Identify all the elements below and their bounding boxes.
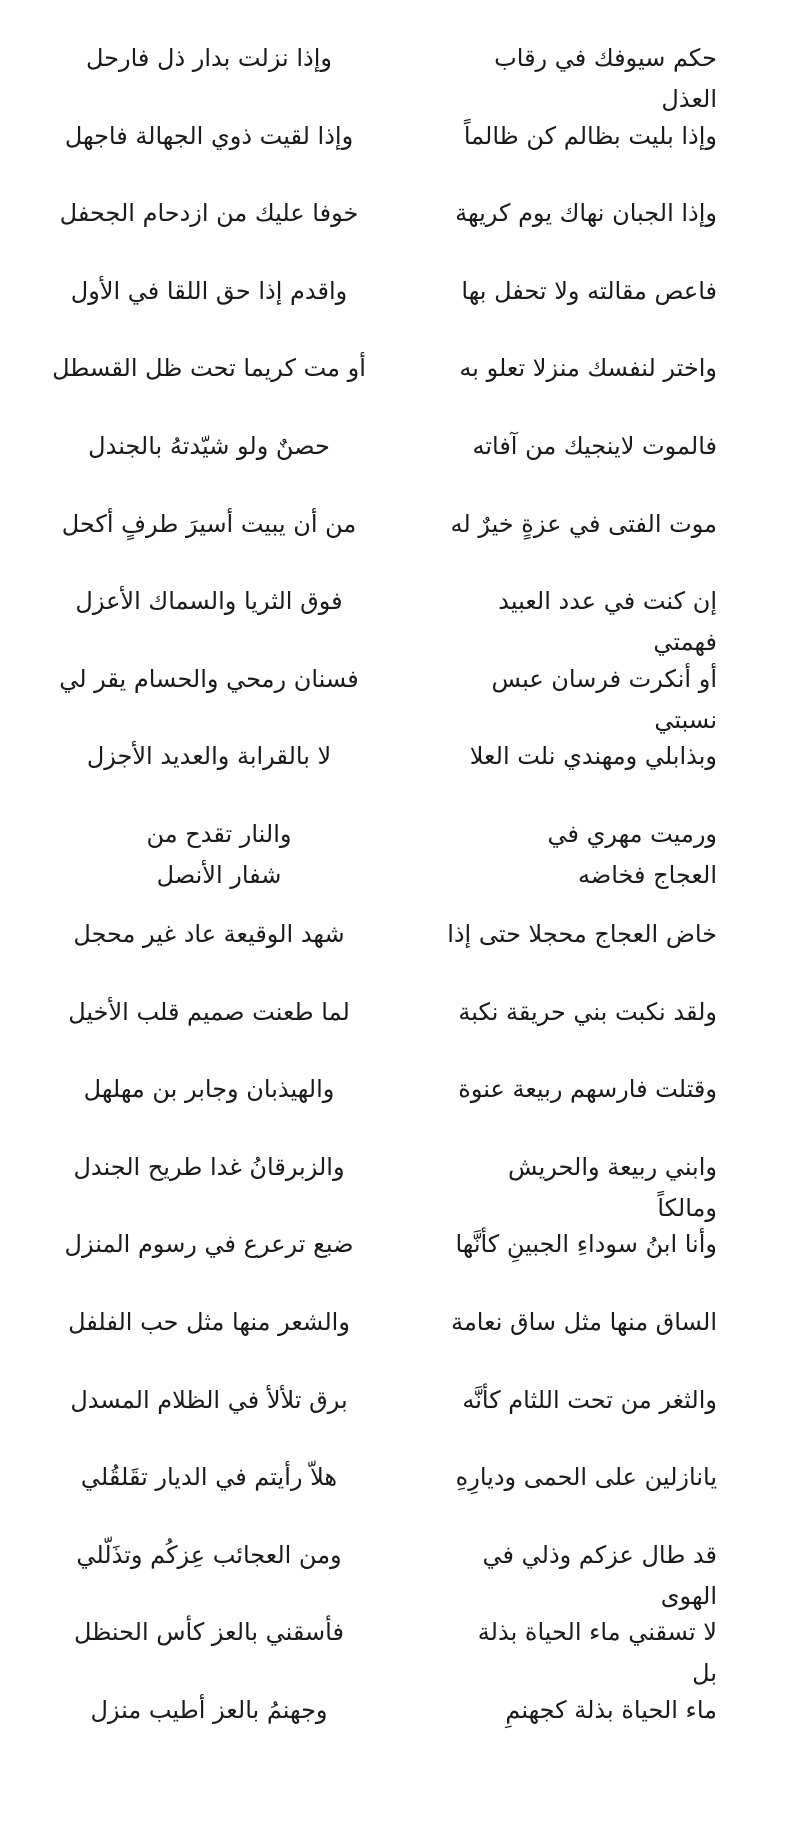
- verse-second-hemistich: وإذا نزلت بدار ذل فارحل: [86, 44, 332, 72]
- verse: [0, 581, 803, 659]
- verse: [0, 116, 803, 194]
- verse-second-hemistich: ومن العجائب عِزكُم وتذَلّلي: [76, 1540, 342, 1569]
- verse: [0, 814, 803, 914]
- verse: [0, 1457, 803, 1535]
- verse-second-hemistich: هلاّ رأيتم في الديار تقَلقُلي: [80, 1463, 338, 1492]
- verse-second-hemistich: وجهنمُ بالعز أطيب منزل: [90, 1695, 328, 1724]
- verse: [0, 38, 803, 116]
- verse-first-hemistich: واختر لنفسك منزلا تعلو به: [459, 354, 717, 383]
- verse-second-hemistich: أو مت كريما تحت ظل القسطل: [52, 354, 366, 383]
- verse-first-hemistich: قد طال عزكم وذلي في الهوى: [482, 1540, 717, 1610]
- verse: [0, 1380, 803, 1458]
- verse: [0, 1147, 803, 1225]
- verse-first-hemistich: إن كنت في عدد العبيد فهمتي: [498, 587, 717, 657]
- verse-second-hemistich: فوق الثريا والسماك الأعزل: [75, 587, 343, 616]
- verse-first-hemistich: فالموت لاينجيك من آفاته: [472, 431, 717, 460]
- verse-second-hemistich: والزبرقانُ غدا طريح الجندل: [73, 1152, 345, 1181]
- verse: [0, 1690, 803, 1768]
- verse-second-hemistich: واقدم إذا حق اللقا في الأول: [70, 276, 348, 305]
- verse: [0, 1535, 803, 1613]
- verse-first-hemistich: وابني ربيعة والحريش ومالكاً: [508, 1152, 717, 1222]
- verse-first-hemistich: وبذابلي ومهندي نلت العلا: [469, 742, 717, 771]
- verse: [0, 992, 803, 1070]
- verse-first-hemistich: أو أنكرت فرسان عبس نسبتي: [491, 664, 717, 734]
- verse-first-hemistich: لا تسقني ماء الحياة بذلة بل: [477, 1618, 717, 1688]
- verse-first-hemistich: وإذا بليت بظالم كن ظالماً: [463, 121, 717, 150]
- verse: [0, 1612, 803, 1690]
- verse-first-hemistich: وقتلت فارسهم ربيعة عنوة: [458, 1075, 717, 1104]
- verse-first-hemistich: حكم سيوفك في رقاب العذل: [494, 44, 717, 113]
- verse-first-hemistich: ماء الحياة بذلة كجهنمِ: [505, 1695, 717, 1724]
- verse-first-hemistich: الساق منها مثل ساق نعامة: [451, 1307, 717, 1336]
- verse-second-hemistich: ضبع ترعرع في رسوم المنزل: [64, 1230, 354, 1259]
- verse-first-hemistich: وأنا ابنُ سوداءِ الجبينِ كأنَّها: [455, 1230, 717, 1259]
- verse: [0, 1302, 803, 1380]
- verse-first-hemistich: والثغر من تحت اللثام كأنَّه: [462, 1385, 717, 1414]
- verse-second-hemistich: فسنان رمحي والحسام يقر لي: [59, 664, 359, 693]
- verse-second-hemistich: من أن يبيت أسيرَ طرفٍ أكحل: [61, 509, 357, 538]
- verse-first-hemistich: ورميت مهري في العجاج فخاضه: [547, 819, 717, 889]
- verse: [0, 736, 803, 814]
- verse-second-hemistich: وإذا لقيت ذوي الجهالة فاجهل: [64, 121, 354, 150]
- verse-first-hemistich: خاض العجاج محجلا حتى إذا: [447, 919, 717, 948]
- verse: [0, 348, 803, 426]
- verse-first-hemistich: ولقد نكبت بني حريقة نكبة: [458, 997, 717, 1026]
- verse-second-hemistich: والنار تقدح من شفار الأنصل: [146, 819, 292, 889]
- verse-first-hemistich: موت الفتى في عزةٍ خيرٌ له: [450, 509, 717, 538]
- verse-second-hemistich: فأسقني بالعز كأس الحنظل: [74, 1618, 344, 1647]
- verse: [0, 504, 803, 582]
- verse-second-hemistich: والهيذبان وجابر بن مهلهل: [83, 1075, 335, 1104]
- verse-second-hemistich: لما طعنت صميم قلب الأخيل: [68, 997, 350, 1026]
- verse: [0, 659, 803, 737]
- verse-first-hemistich: وإذا الجبان نهاك يوم كريهة: [455, 199, 717, 228]
- verse: [0, 426, 803, 504]
- verse-second-hemistich: شهد الوقيعة عاد غير محجل: [73, 919, 345, 948]
- verse-second-hemistich: والشعر منها مثل حب الفلفل: [68, 1307, 350, 1336]
- verse-second-hemistich: حصنٌ ولو شيّدتهُ بالجندل: [88, 431, 330, 460]
- verse: [0, 1069, 803, 1147]
- verse-second-hemistich: برق تلألأ في الظلام المسدل: [70, 1385, 348, 1414]
- verse-first-hemistich: يانازلين على الحمى وديارِهِ: [455, 1463, 717, 1492]
- verse: [0, 914, 803, 992]
- verse-second-hemistich: لا بالقرابة والعديد الأجزل: [86, 742, 332, 771]
- verse: [0, 193, 803, 271]
- verse-first-hemistich: فاعص مقالته ولا تحفل بها: [461, 276, 717, 305]
- verse-second-hemistich: خوفا عليك من ازدحام الجحفل: [59, 199, 359, 228]
- verse: [0, 271, 803, 349]
- verse: [0, 1224, 803, 1302]
